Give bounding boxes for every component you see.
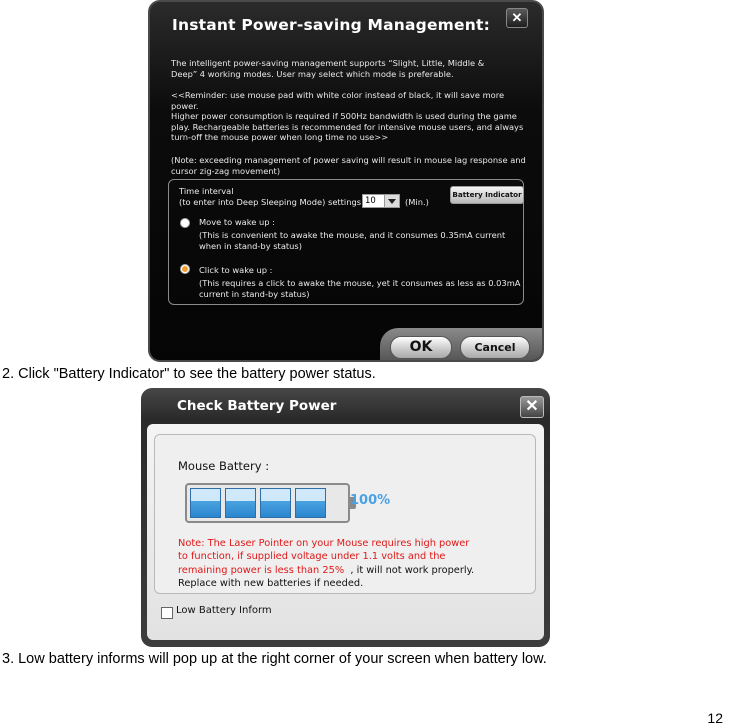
close-icon: ✕ <box>525 398 539 415</box>
battery-note-replace: Replace with new batteries if needed. <box>178 578 364 590</box>
battery-panel <box>154 434 536 594</box>
battery-indicator-button[interactable]: Battery Indicator <box>450 186 524 204</box>
battery-cell <box>260 488 291 518</box>
step-3-caption: 3. Low battery informs will pop up at the right corner of your screen when battery low. <box>2 651 547 667</box>
battery-icon <box>185 483 350 523</box>
click-to-wake-radio[interactable] <box>180 264 190 274</box>
reminder-text: <<Reminder: use mouse pad with white color instead of black, it will save more power. Higher power consumption is required if 500Hz bandwidth is used during the game play. Rechargeable batteries is recommended for intensive mouse users, and always turn-off the mouse power when long time no use>> <box>171 90 524 142</box>
time-interval-select[interactable] <box>362 194 400 208</box>
low-battery-label: Low Battery Inform <box>176 605 272 616</box>
dialog-body <box>147 424 544 640</box>
close-button[interactable] <box>506 8 528 28</box>
step-2-caption: 2. Click "Battery Indicator" to see the battery power status. <box>2 366 376 382</box>
power-saving-dialog-title: Instant Power-saving Management: <box>172 16 490 34</box>
click-to-wake-title: Click to wake up : <box>199 265 273 275</box>
battery-note-warning: Note: The Laser Pointer on your Mouse requires high power to function, if supplied voltage under 1.1 volts and the remaining power is less than 25% <box>178 538 470 576</box>
battery-cell <box>190 488 221 518</box>
battery-note-inline: , it will not work properly. <box>344 564 475 576</box>
chevron-down-icon[interactable] <box>384 195 399 207</box>
page-number: 12 <box>707 710 723 726</box>
time-interval-value: 10 <box>365 196 376 206</box>
move-to-wake-title: Move to wake up : <box>199 217 275 227</box>
move-to-wake-desc: (This is convenient to awake the mouse, and it consumes 0.35mA current when in stand-by status) <box>199 230 506 251</box>
intro-text: The intelligent power-saving management supports “Slight, Little, Middle & Deep” 4 working modes. User may select which mode is preferable. <box>171 58 485 79</box>
settings-group <box>168 179 524 305</box>
battery-cell <box>295 488 326 518</box>
ok-button[interactable]: OK <box>390 336 452 359</box>
battery-cell <box>225 488 256 518</box>
note-text: (Note: exceeding management of power saving will result in mouse lag response and cursor zig-zag movement) <box>171 155 526 176</box>
click-to-wake-desc: (This requires a click to awake the mouse, yet it consumes as less as 0.03mA current in stand-by status) <box>199 278 521 299</box>
interval-unit-label: (Min.) <box>405 197 429 207</box>
power-saving-dialog <box>148 0 544 362</box>
check-battery-dialog-title: Check Battery Power <box>177 398 337 414</box>
battery-note <box>178 537 538 591</box>
cancel-button[interactable]: Cancel <box>460 336 530 359</box>
battery-percent: 100% <box>350 493 391 508</box>
move-to-wake-radio[interactable] <box>180 218 190 228</box>
low-battery-checkbox[interactable] <box>161 607 173 619</box>
mouse-battery-label: Mouse Battery : <box>178 459 270 473</box>
close-button[interactable] <box>520 396 544 418</box>
check-battery-dialog <box>141 388 550 647</box>
time-interval-label: Time interval (to enter into Deep Sleeping Mode) settings <box>179 186 362 207</box>
close-icon: ✕ <box>511 10 523 25</box>
